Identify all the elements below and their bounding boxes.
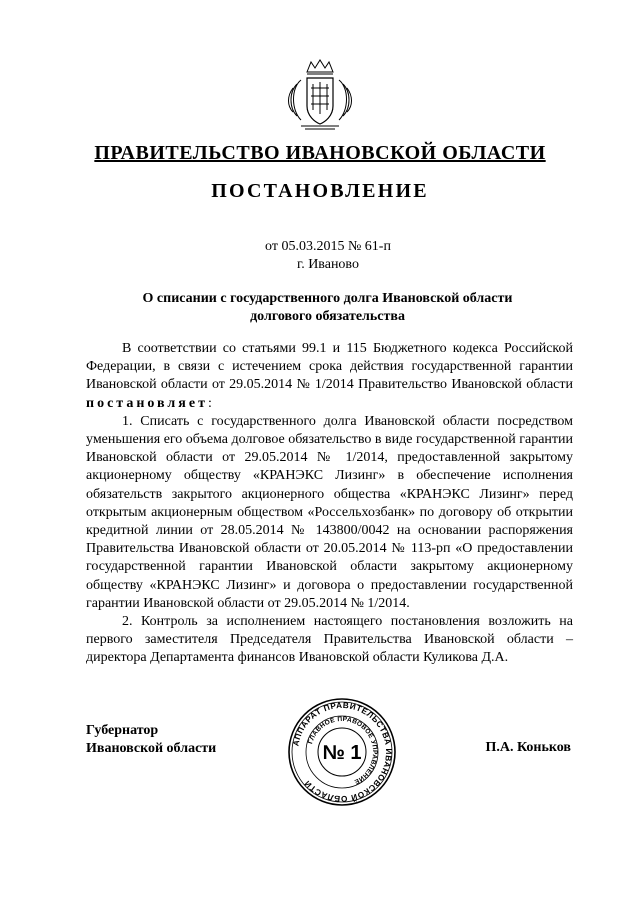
item-2-paragraph: 2. Контроль за исполнением настоящего постановления возложить на первого заместителя Председателя Правительства Ивановской области – директора Департамента финансов Ивановской области Куликова Д.А. <box>86 614 573 666</box>
item-1-paragraph: 1. Списать с государственного долга Ивановской области посредством уменьшения его объема долговое обязательство в виде государственной гарантии Ивановской области от 29.05.2014 № 1/2014, предоставленной закрытому акционерному обществу «КРАНЭКС Лизинг» в обеспечение исполнения обязательств закрытого акционерного общества «КРАНЭКС Лизинг» перед открытым акционерным обществом «Россельхозбанк» по договору об открытии кредитной линии от 28.05.2014 № 143800/0042 на основании распоряжения Правительства Ивановской области от 20.05.2014 № 113-рп «О предоставлении государственной гарантии Ивановской области закрытому акционерному обществу «КРАНЭКС Лизинг» и договора о предоставлении государственной гарантии Ивановской области от 29.05.2014 № 1/2014. <box>86 413 573 611</box>
government-title: ПРАВИТЕЛЬСТВО ИВАНОВСКОЙ ОБЛАСТИ <box>94 142 546 164</box>
position-line-2: Ивановской области <box>86 741 217 756</box>
stamp-outer-text: АППАРАТ ПРАВИТЕЛЬСТВА ИВАНОВСКОЙ ОБЛАСТИ <box>291 700 394 804</box>
ivanovo-coat-of-arms-icon <box>287 58 353 132</box>
stamp-inner-text: ГЛАВНОЕ ПРАВОВОЕ УПРАВЛЕНИЕ <box>307 715 379 786</box>
document-type-heading: ПОСТАНОВЛЕНИЕ <box>211 180 429 202</box>
date-and-number: от 05.03.2015 № 61-п <box>265 239 391 254</box>
decree-word: постановляет <box>86 395 208 411</box>
position-line-1: Губернатор <box>86 723 159 738</box>
document-meta <box>0 238 640 274</box>
subject-line-2: долгового обязательства <box>250 309 405 324</box>
subject-line-1: О списании с государственного долга Ивановской области <box>142 291 513 306</box>
decree-colon: : <box>207 395 212 411</box>
city: г. Иваново <box>297 257 359 272</box>
signer-name: П.А. Коньков <box>485 740 571 755</box>
document-body <box>86 340 573 668</box>
document-subject <box>90 290 565 326</box>
preamble-text: В соответствии со статьями 99.1 и 115 Бюджетного кодекса Российской Федерации, в связи с истечением срока действия государственной гарантии Ивановской области от 29.05.2014 № 1/2014 Правительство Ивановской области <box>86 341 573 393</box>
preamble-paragraph <box>86 340 573 413</box>
stamp-number: № 1 <box>322 742 362 764</box>
signatory-position <box>86 722 216 758</box>
official-stamp <box>286 697 398 807</box>
